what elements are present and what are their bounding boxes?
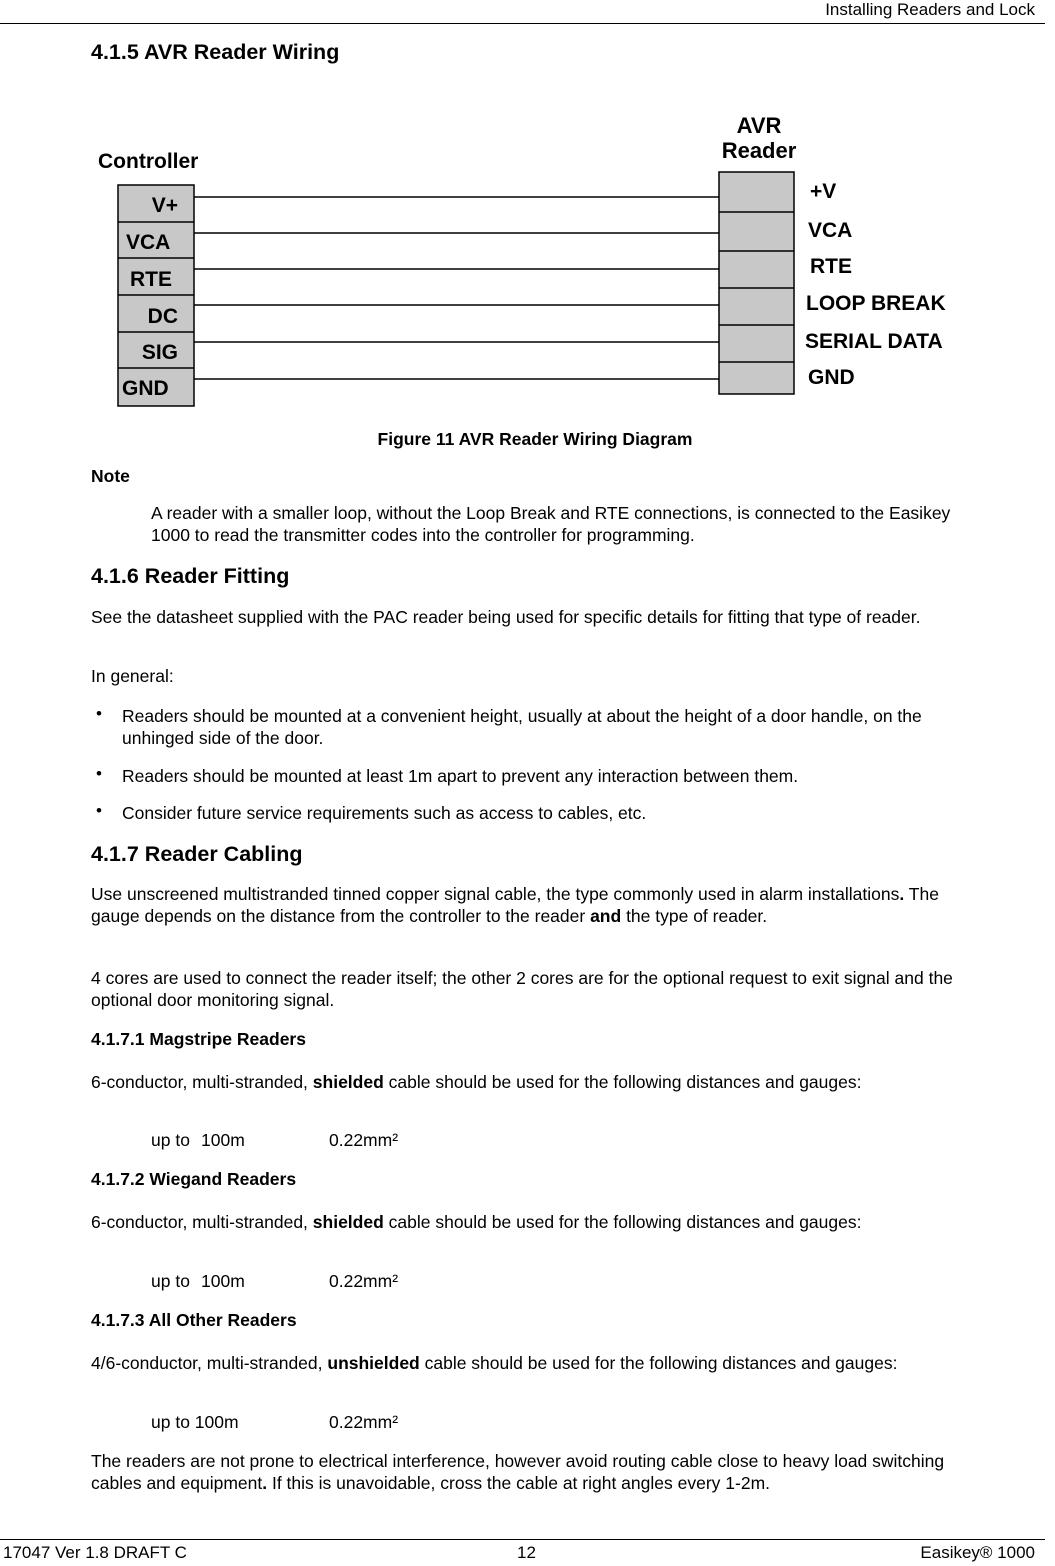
note-text: A reader with a smaller loop, without the Loop Break and RTE connections, is connected to the Easikey 1000 to read the transmitter codes into the controller for programming. <box>151 503 951 545</box>
controller-title: Controller <box>98 150 199 173</box>
reader-cabling-paragraph-1: Use unscreened multistranded tinned copper signal cable, the type commonly used in alarm installations. The gauge depends on the distance from the controller to the reader and the type of reader. <box>91 884 939 926</box>
note-label: Note <box>91 466 130 486</box>
controller-terminal-vca: VCA <box>126 231 171 254</box>
header-rule <box>0 23 1045 24</box>
reader-title-line-1: AVR <box>736 113 782 138</box>
bullet-marker: • <box>96 704 102 723</box>
figure-caption: Figure 11 AVR Reader Wiring Diagram <box>377 429 693 449</box>
subsection-heading-4-1-7-1: 4.1.7.1 Magstripe Readers <box>91 1029 306 1049</box>
subsection-heading-4-1-7-3: 4.1.7.3 All Other Readers <box>91 1310 297 1330</box>
reader-terminal-gnd: GND <box>808 366 855 389</box>
bullet-item: Readers should be mounted at a convenient height, usually at about the height of a door handle, on the unhinged side of the door. <box>122 706 922 748</box>
controller-terminal-rte: RTE <box>130 268 172 291</box>
bullet-item: Readers should be mounted at least 1m apart to prevent any interaction between them. <box>122 766 799 786</box>
reader-terminal-vca: VCA <box>808 219 853 242</box>
reader-terminal-block <box>719 172 794 394</box>
footer-document-id: 17047 Ver 1.8 DRAFT C <box>3 1543 187 1562</box>
wiegand-cable-text: 6-conductor, multi-stranded, shielded cable should be used for the following distances and gauges: <box>91 1212 862 1232</box>
page-number: 12 <box>517 1543 536 1562</box>
controller-terminal-sig: SIG <box>141 341 178 364</box>
avr-reader-wiring-diagram <box>90 100 990 410</box>
section-heading-4-1-6: 4.1.6 Reader Fitting <box>91 564 290 588</box>
reader-terminal-plus-v: +V <box>810 180 837 203</box>
bullet-marker: • <box>96 801 102 820</box>
magstripe-cable-text: 6-conductor, multi-stranded, shielded cable should be used for the following distances and gauges: <box>91 1072 862 1092</box>
running-header: Installing Readers and Lock <box>825 0 1035 19</box>
footer-rule <box>0 1539 1045 1540</box>
reader-terminal-serial-data: SERIAL DATA <box>805 330 943 353</box>
other-readers-cable-text: 4/6-conductor, multi-stranded, unshielded cable should be used for the following distances and gauges: <box>91 1353 898 1373</box>
subsection-heading-4-1-7-2: 4.1.7.2 Wiegand Readers <box>91 1169 297 1189</box>
reader-terminal-rte: RTE <box>810 255 852 278</box>
section-heading-4-1-5: 4.1.5 AVR Reader Wiring <box>91 40 340 64</box>
section-heading-4-1-7: 4.1.7 Reader Cabling <box>91 842 303 866</box>
bullet-item: Consider future service requirements such as access to cables, etc. <box>122 803 647 823</box>
reader-fitting-intro: See the datasheet supplied with the PAC reader being used for specific details for fitting that type of reader. <box>91 607 921 627</box>
in-general-label: In general: <box>91 666 174 686</box>
reader-terminal-loop-break: LOOP BREAK <box>806 292 946 315</box>
interference-paragraph: The readers are not prone to electrical interference, however avoid routing cable close to heavy load switching cables and equipment. If this is unavoidable, cross the cable at right angles every 1-2m. <box>91 1451 945 1493</box>
bullet-marker: • <box>96 764 102 783</box>
controller-terminal-v-plus: V+ <box>151 194 178 217</box>
controller-terminal-gnd: GND <box>122 377 169 400</box>
reader-title-line-2: Reader <box>721 138 797 163</box>
controller-terminal-dc: DC <box>147 305 178 328</box>
footer-product-name: Easikey® 1000 <box>920 1543 1035 1562</box>
reader-cabling-paragraph-2: 4 cores are used to connect the reader itself; the other 2 cores are for the optional request to exit signal and the optional door monitoring signal. <box>91 968 953 1010</box>
